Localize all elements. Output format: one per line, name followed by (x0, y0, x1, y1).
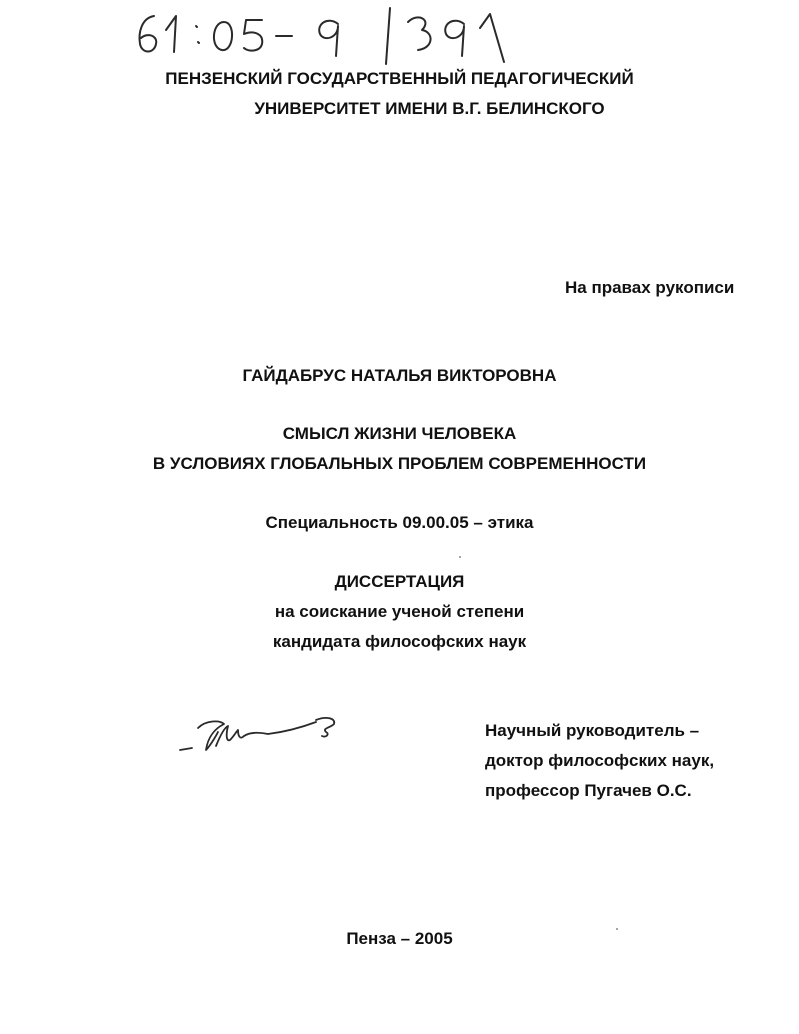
code-digit-9 (319, 21, 338, 56)
dissertation-heading: ДИССЕРТАЦИЯ (334, 572, 465, 591)
dissertation-line-1: на соискание ученой степени (274, 602, 525, 621)
author-name: ГАЙДАБРУС НАТАЛЬЯ ВИКТОРОВНА (242, 366, 557, 385)
code-digit-1b (480, 14, 504, 62)
code-digit-6 (140, 16, 157, 52)
code-digit-1 (166, 16, 176, 52)
title-line-2: В УСЛОВИЯХ ГЛОБАЛЬНЫХ ПРОБЛЕМ СОВРЕМЕННОСТИ (152, 454, 647, 473)
author-signature (176, 706, 346, 766)
supervisor-line-3: профессор Пугачев О.С. (485, 781, 692, 800)
handwritten-code-drawing (128, 2, 528, 72)
university-line-1: ПЕНЗЕНСКИЙ ГОСУДАРСТВЕННЫЙ ПЕДАГОГИЧЕСКИЙ (165, 69, 634, 88)
specialty: Специальность 09.00.05 – этика (265, 513, 534, 532)
code-digit-0 (214, 22, 232, 50)
code-colon-top (196, 26, 197, 27)
code-digit-3 (408, 17, 431, 50)
manuscript-rights-note: На правах рукописи (565, 278, 735, 297)
dissertation-line-2: кандидата философских наук (272, 632, 527, 651)
handwritten-archive-code (128, 2, 528, 72)
supervisor-line-1: Научный руководитель – (485, 721, 700, 740)
title-line-1: СМЫСЛ ЖИЗНИ ЧЕЛОВЕКА (282, 424, 517, 443)
supervisor-line-2: доктор философских наук, (485, 751, 715, 770)
code-digit-5 (244, 20, 262, 51)
scan-speck (459, 556, 461, 558)
university-line-2: УНИВЕРСИТЕТ ИМЕНИ В.Г. БЕЛИНСКОГО (254, 99, 605, 118)
code-digit-9b (445, 21, 464, 56)
code-colon-bottom (198, 42, 199, 43)
place-and-year: Пенза – 2005 (346, 929, 453, 948)
code-slash (386, 8, 390, 64)
signature-drawing (176, 706, 346, 766)
